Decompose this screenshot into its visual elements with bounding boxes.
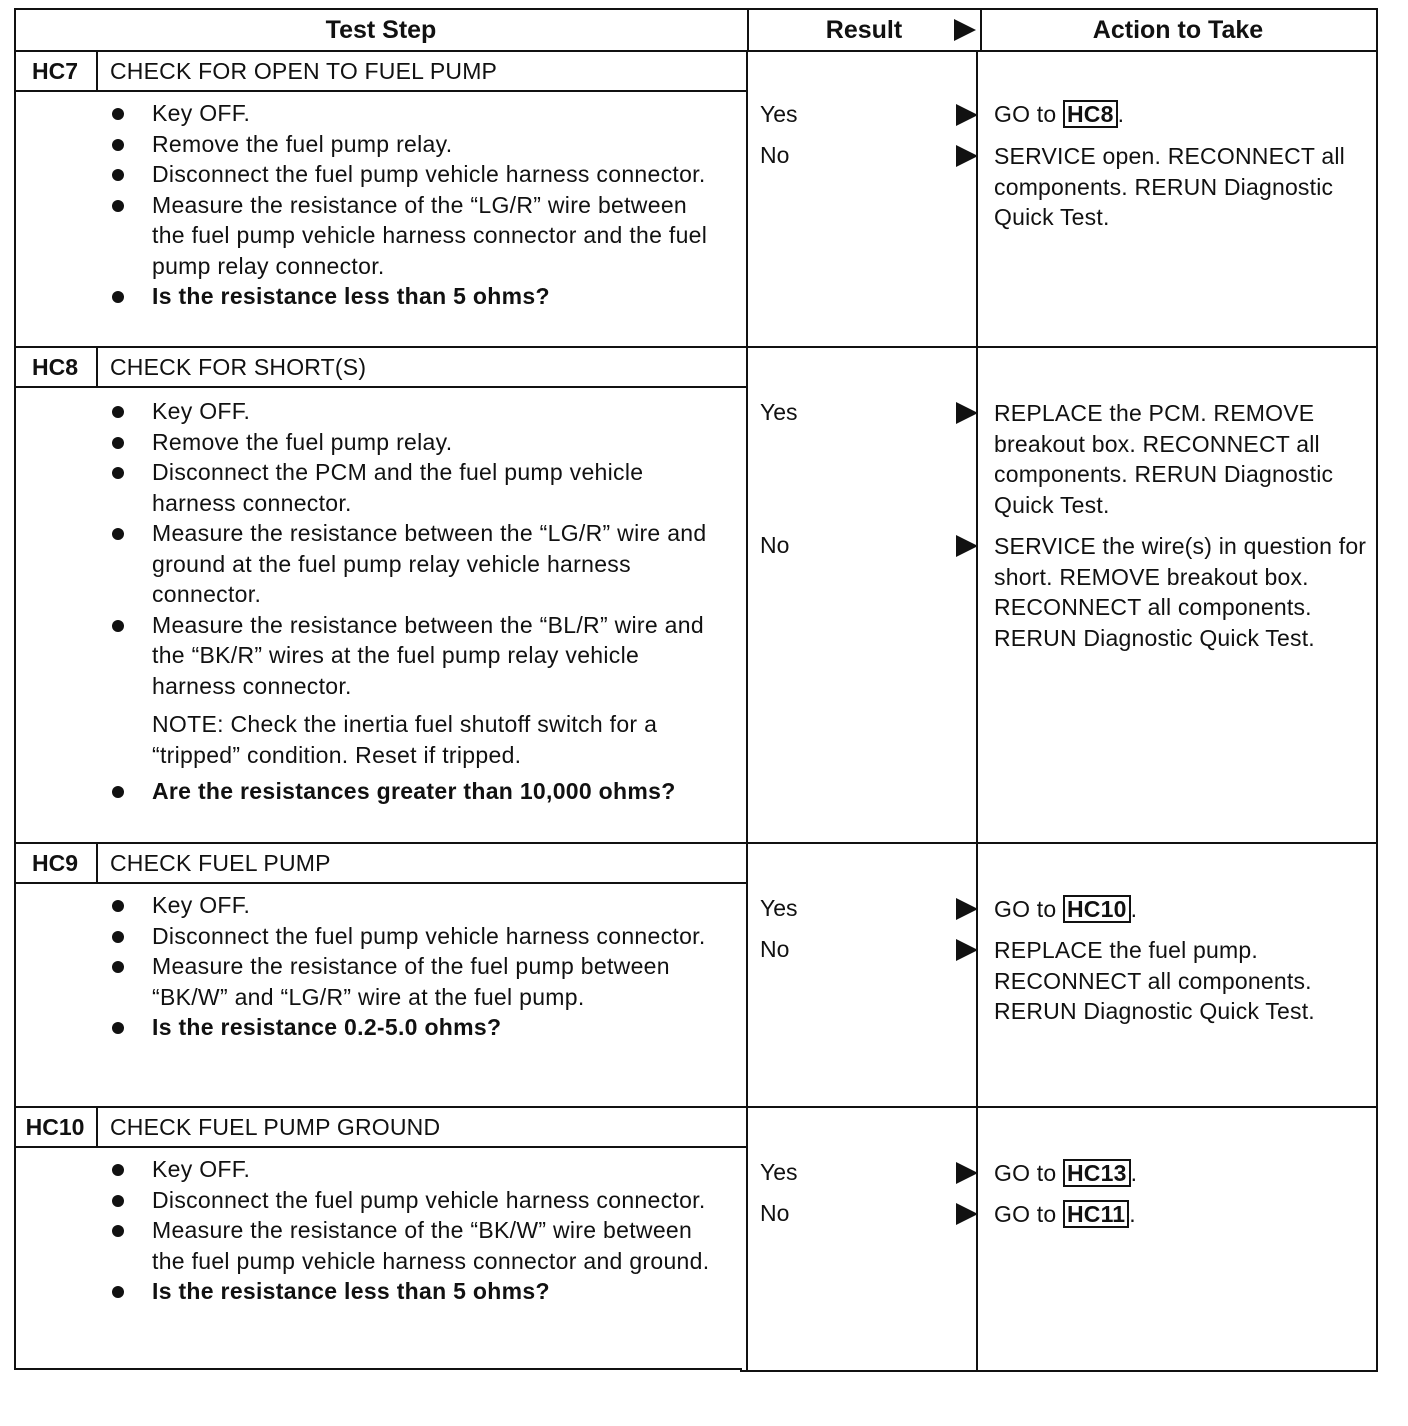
step-title: CHECK FUEL PUMP GROUND: [110, 1113, 441, 1140]
action-suffix: .: [1117, 101, 1125, 127]
step-question: Is the resistance less than 5 ohms?: [104, 1276, 724, 1307]
action-text: GO to: [994, 101, 1063, 127]
instruction-item: Measure the resistance of the “BK/W” wire between the fuel pump vehicle harness connector and ground.: [104, 1215, 724, 1276]
arrow-icon: [956, 535, 978, 557]
step-instructions: [104, 890, 724, 1043]
result-no: [760, 139, 980, 171]
step-id: HC9: [31, 849, 78, 876]
result-label: No: [760, 532, 790, 558]
arrow-icon: [956, 898, 978, 920]
step-instructions: [104, 1154, 724, 1307]
arrow-icon: [956, 1203, 978, 1225]
result-label: No: [760, 142, 790, 168]
instruction-item: Key OFF.: [104, 890, 724, 921]
result-label: No: [760, 1200, 790, 1226]
instruction-item: Remove the fuel pump relay.: [104, 129, 724, 160]
action-suffix: .: [1130, 1160, 1138, 1186]
header-result: Result: [825, 15, 903, 44]
step-question: Is the resistance 0.2-5.0 ohms?: [104, 1012, 724, 1043]
result-yes: [760, 98, 980, 130]
instruction-item: Measure the resistance between the “LG/R” wire and ground at the fuel pump relay vehicle harness connector.: [104, 518, 724, 610]
header-test-step: Test Step: [325, 15, 437, 44]
action-text: GO to: [994, 896, 1063, 922]
step-id: HC8: [31, 353, 78, 380]
hc8-id-sep: [96, 346, 98, 388]
step-instructions: [104, 98, 724, 312]
result-no: [760, 529, 980, 561]
table-right-border: [1376, 8, 1378, 1372]
action-yes: [994, 99, 1372, 130]
action-text: GO to: [994, 1160, 1063, 1186]
step-reference-link[interactable]: HC10: [1063, 895, 1131, 923]
table-bottom-border-right: [740, 1370, 1378, 1372]
table-left-border: [14, 8, 16, 1370]
arrow-icon: [956, 1162, 978, 1184]
instruction-item: Disconnect the PCM and the fuel pump vehicle harness connector.: [104, 457, 724, 518]
action-suffix: .: [1129, 1201, 1136, 1227]
result-label: No: [760, 936, 790, 962]
hc8-title-line: [14, 386, 748, 388]
col-sep-result: [746, 52, 748, 1370]
step-id: HC10: [25, 1113, 85, 1140]
action-no: [994, 1199, 1372, 1230]
step-instructions: [104, 396, 724, 807]
instruction-item: Measure the resistance between the “BL/R” wire and the “BK/R” wires at the fuel pump relay vehicle harness connector.: [104, 610, 724, 702]
table-bottom-border-left: [14, 1368, 742, 1370]
result-label: Yes: [760, 101, 798, 127]
hc9-title-line: [14, 882, 748, 884]
result-no: [760, 1197, 980, 1229]
arrow-icon: [956, 145, 978, 167]
action-suffix: .: [1130, 896, 1138, 922]
action-yes: [994, 894, 1372, 925]
step-reference-link[interactable]: HC13: [1063, 1159, 1131, 1187]
step-title: CHECK FUEL PUMP: [110, 849, 331, 876]
instruction-item: Remove the fuel pump relay.: [104, 427, 724, 458]
action-no: SERVICE open. RECONNECT all components. RERUN Diagnostic Quick Test.: [994, 143, 1345, 230]
result-yes: [760, 1156, 980, 1188]
result-label: Yes: [760, 399, 798, 425]
step-id: HC7: [31, 57, 78, 84]
instruction-item: Key OFF.: [104, 98, 724, 129]
hc7-id-sep: [96, 50, 98, 92]
result-yes: [760, 892, 980, 924]
instruction-item: Key OFF.: [104, 1154, 724, 1185]
action-yes: [994, 1158, 1372, 1189]
instruction-item: Key OFF.: [104, 396, 724, 427]
step-reference-link[interactable]: HC8: [1063, 100, 1118, 128]
step-note: NOTE: Check the inertia fuel shutoff switch for a “tripped” condition. Reset if tripped.: [152, 711, 658, 768]
hc10-id-sep: [96, 1106, 98, 1148]
header-arrow-icon: [954, 19, 976, 41]
diagnostic-table: [14, 8, 1378, 1372]
step-title: CHECK FOR OPEN TO FUEL PUMP: [110, 57, 498, 84]
result-yes: [760, 396, 980, 428]
hc7-title-line: [14, 90, 748, 92]
step-question: Is the resistance less than 5 ohms?: [104, 281, 724, 312]
arrow-icon: [956, 402, 978, 424]
header-action: Action to Take: [1092, 15, 1264, 44]
instruction-item: Measure the resistance of the “LG/R” wire between the fuel pump vehicle harness connector and the fuel pump relay connector.: [104, 190, 724, 282]
instruction-item: Measure the resistance of the fuel pump between “BK/W” and “LG/R” wire at the fuel pump.: [104, 951, 724, 1012]
step-question: Are the resistances greater than 10,000 ohms?: [104, 776, 724, 807]
action-no: SERVICE the wire(s) in question for short. REMOVE breakout box. RECONNECT all components. RERUN Diagnostic Quick Test.: [994, 533, 1367, 651]
hc9-id-sep: [96, 842, 98, 884]
result-no: [760, 933, 980, 965]
hc10-title-line: [14, 1146, 748, 1148]
result-label: Yes: [760, 1159, 798, 1185]
action-text: GO to: [994, 1201, 1063, 1227]
step-reference-link[interactable]: HC11: [1063, 1200, 1129, 1228]
instruction-item: Disconnect the fuel pump vehicle harness connector.: [104, 159, 724, 190]
instruction-item: Disconnect the fuel pump vehicle harness connector.: [104, 1185, 724, 1216]
result-label: Yes: [760, 895, 798, 921]
instruction-item: Disconnect the fuel pump vehicle harness connector.: [104, 921, 724, 952]
action-yes: REPLACE the PCM. REMOVE breakout box. RECONNECT all components. RERUN Diagnostic Quick Test.: [994, 400, 1334, 518]
step-title: CHECK FOR SHORT(S): [110, 353, 367, 380]
action-no: REPLACE the fuel pump. RECONNECT all components. RERUN Diagnostic Quick Test.: [994, 937, 1315, 1024]
arrow-icon: [956, 939, 978, 961]
arrow-icon: [956, 104, 978, 126]
